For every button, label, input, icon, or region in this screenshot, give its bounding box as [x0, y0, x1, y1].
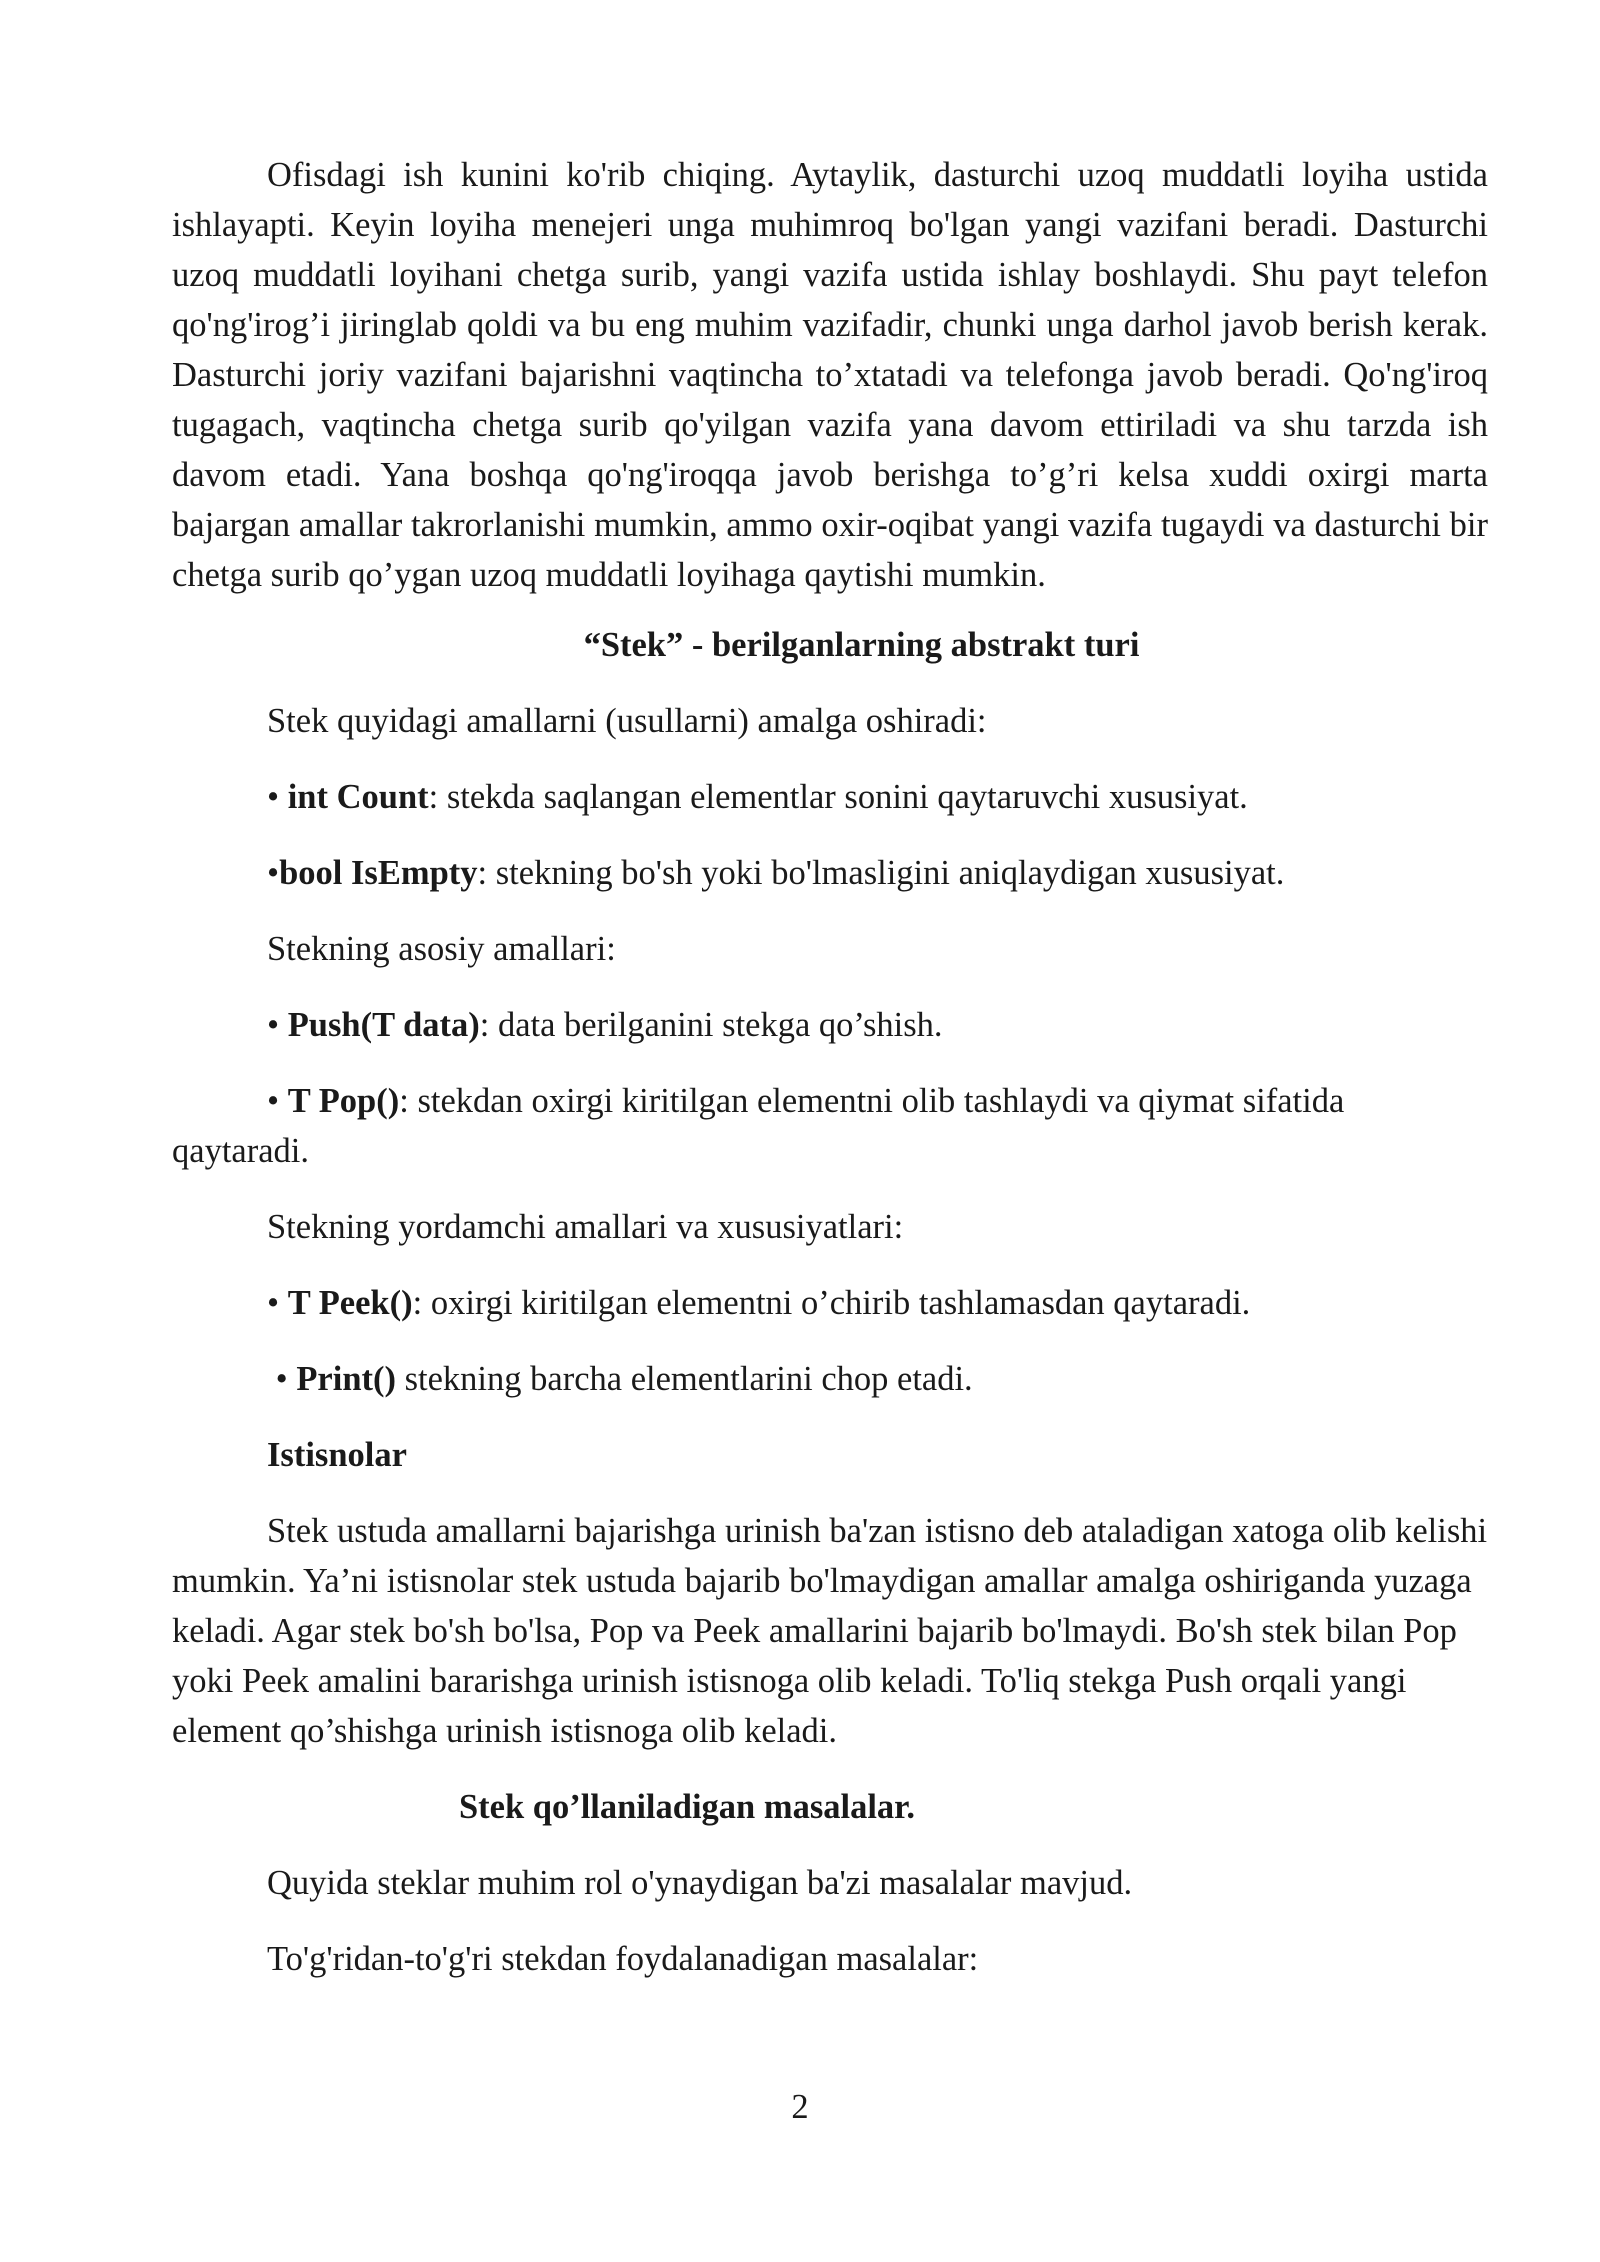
page-number: 2 [791, 2088, 809, 2126]
list-item-print [172, 1354, 1488, 1404]
member-description: : stekning bo'sh yoki bo'lmasligini aniqlaydigan xususiyat. [477, 854, 1285, 892]
exceptions-paragraph: Stek ustuda amallarni bajarishga urinish ba'zan istisno deb ataladigan xatoga olib kelishi mumkin. Ya’ni istisnolar stek ustuda bajarib bo'lmaydigan amallar amalga oshiriganda yuzaga keladi. Agar stek bo'sh bo'lsa, Pop va Peek amallarini bajarib bo'lmaydi. Bo'sh stek bilan Pop yoki Peek amalini bararishga urinish istisnoga olib keladi. To'liq stekga Push orqali yangi element qo’shishga urinish istisnoga olib keladi. [172, 1512, 1488, 1750]
intro-paragraph: Ofisdagi ish kunini ko'rib chiqing. Aytaylik, dasturchi uzoq muddatli loyiha ustida ishlayapti. Keyin loyiha menejeri unga muhimroq bo'lgan yangi vazifani beradi. Dasturchi uzoq muddatli loyihani chetga surib, yangi vazifa ustida ishlay boshlaydi. Shu payt telefon qo'ng'irog’i jiringlab qoldi va bu eng muhim vazifadir, chunki unga darhol javob berish kerak. Dasturchi joriy vazifani bajarishni vaqtincha to’xtatadi va telefonga javob beradi. Qo'ng'iroq tugagach, vaqtincha chetga surib qo'yilgan vazifa yana davom ettiriladi va shu tarzda ish davom etadi. Yana boshqa qo'ng'iroqqa javob berishga to’g’ri kelsa xuddi oxirgi marta bajargan amallar takrorlanishi mumkin, ammo oxir-oqibat yangi vazifa tugaydi va dasturchi bir chetga surib qo’ygan uzoq muddatli loyihaga qaytishi mumkin. [172, 156, 1488, 594]
member-name: int Count [287, 778, 429, 816]
member-description: : oxirgi kiritilgan elementni o’chirib tashlamasdan qaytaradi. [412, 1284, 1251, 1322]
bullet: • [267, 1284, 288, 1322]
document-page [172, 150, 1488, 1984]
member-name: T Peek() [287, 1284, 413, 1322]
list-item-count [172, 772, 1488, 822]
section-heading-problems: Stek qo’llaniladigan masalalar. [459, 1788, 915, 1826]
list-item-push [172, 1000, 1488, 1050]
list-item-pop [172, 1076, 1488, 1176]
direct-problems-intro: To'g'ridan-to'g'ri stekdan foydalanadigan masalalar: [267, 1940, 979, 1978]
bullet: • [267, 854, 280, 892]
stack-methods-intro: Stek quyidagi amallarni (usullarni) amalga oshiradi: [267, 702, 987, 740]
member-description: : stekdan oxirgi kiritilgan elementni olib tashlaydi va qiymat sifatida qaytaradi. [172, 1082, 1345, 1170]
bullet: • [267, 1006, 288, 1044]
member-description: : data berilganini stekga qo’shish. [479, 1006, 943, 1044]
bullet: • [267, 1360, 297, 1398]
problems-intro: Quyida steklar muhim rol o'ynaydigan ba'zi masalalar mavjud. [267, 1864, 1133, 1902]
section-heading-stack: “Stek” - berilganlarning abstrakt turi [583, 626, 1140, 664]
main-ops-intro: Stekning asosiy amallari: [267, 930, 616, 968]
member-name: Push(T data) [287, 1006, 480, 1044]
member-description: stekning barcha elementlarini chop etadi. [395, 1360, 973, 1398]
member-name: T Pop() [287, 1082, 400, 1120]
member-description: : stekda saqlangan elementlar sonini qaytaruvchi xususiyat. [428, 778, 1248, 816]
bullet: • [267, 1082, 288, 1120]
member-name: bool IsEmpty [279, 854, 478, 892]
list-item-isempty [172, 848, 1488, 898]
aux-ops-intro: Stekning yordamchi amallari va xususiyatlari: [267, 1208, 904, 1246]
section-heading-exceptions: Istisnolar [267, 1436, 407, 1474]
list-item-peek [172, 1278, 1488, 1328]
member-name: Print() [296, 1360, 396, 1398]
bullet: • [267, 778, 288, 816]
